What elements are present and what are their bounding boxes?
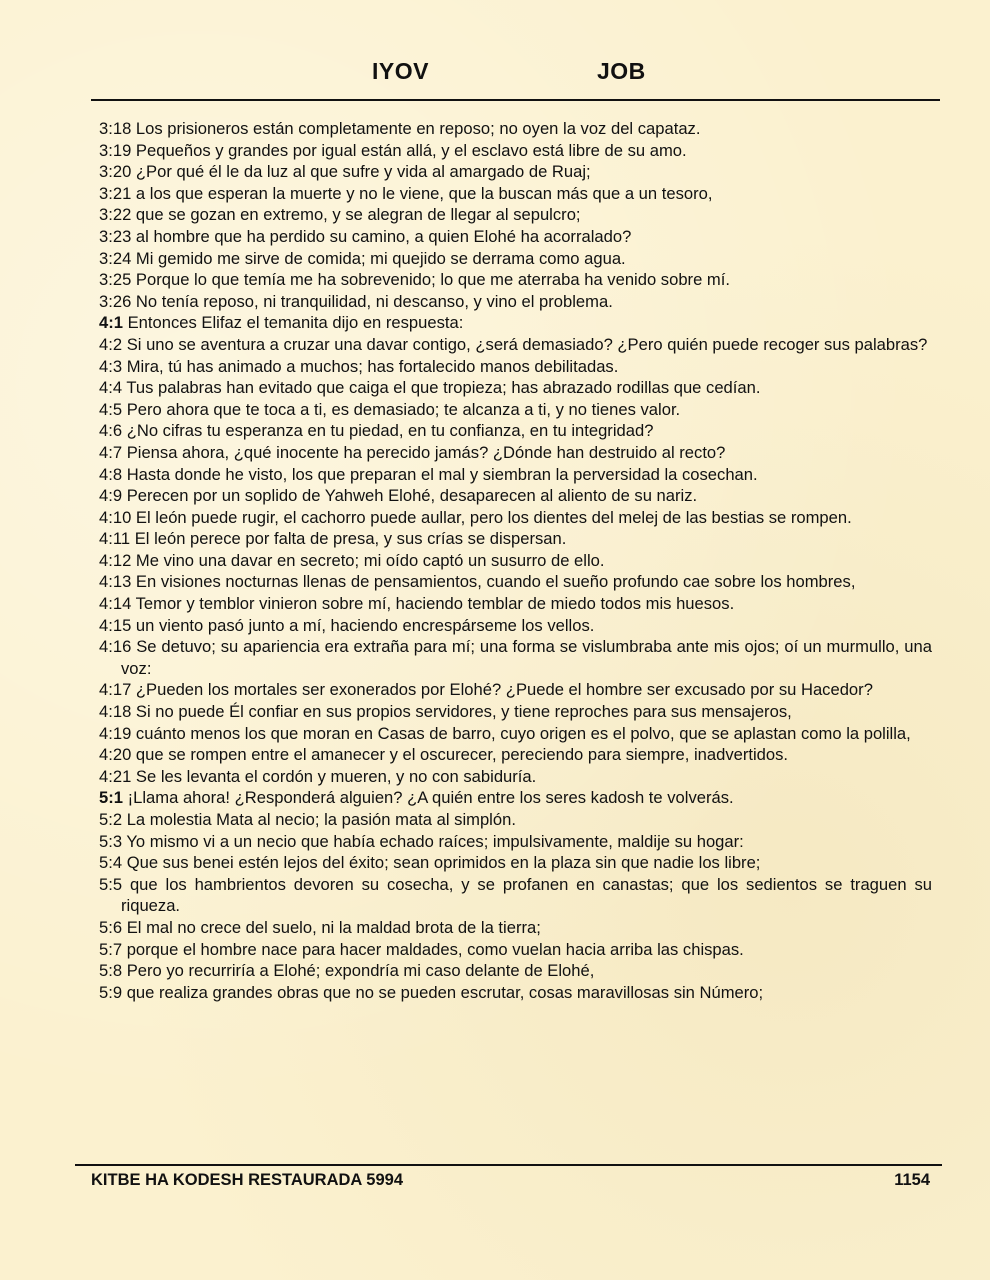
verse-reference: 5:5: [99, 874, 123, 894]
verse-item: [99, 183, 932, 205]
verse-text: que se gozan en extremo, y se alegran de llegar al sepulcro;: [135, 205, 581, 225]
header-divider: [91, 99, 940, 101]
verse-item: [99, 831, 932, 853]
verse-reference: 4:21: [99, 766, 132, 786]
verse-text: Tus palabras han evitado que caiga el que tropieza; has abrazado rodillas que cedían.: [126, 378, 761, 398]
verse-reference: 4:2: [99, 334, 123, 354]
verse-text: El mal no crece del suelo, ni la maldad brota de la tierra;: [126, 917, 541, 937]
verse-text: El león puede rugir, el cachorro puede aullar, pero los dientes del melej de las bestias se rompen.: [135, 507, 852, 527]
verse-text: Si uno se aventura a cruzar una davar contigo, ¿será demasiado? ¿Pero quién puede recoger sus palabras?: [126, 334, 928, 354]
verse-reference: 4:7: [99, 442, 123, 462]
verse-reference: 4:20: [99, 745, 132, 765]
verse-item: [99, 485, 932, 507]
verse-reference: 4:1: [99, 313, 123, 333]
verse-text: ¡Llama ahora! ¿Responderá alguien? ¿A quién entre los seres kadosh te volverás.: [127, 788, 734, 808]
verse-item: [99, 161, 932, 183]
verse-reference: 5:9: [99, 982, 123, 1002]
verse-text: Los prisioneros están completamente en reposo; no oyen la voz del capataz.: [135, 119, 701, 138]
verse-text: porque el hombre nace para hacer maldades, como vuelan hacia arriba las chispas.: [126, 939, 744, 959]
verse-item: [99, 442, 932, 464]
verse-item: [99, 248, 932, 270]
verse-list: [99, 118, 932, 1003]
verse-text: Mi gemido me sirve de comida; mi quejido se derrama como agua.: [135, 248, 626, 268]
verse-reference: 5:4: [99, 853, 123, 873]
verse-text: Se detuvo; su apariencia era extraña para mí; una forma se vislumbraba ante mis ojos; oí un murmullo, una voz:: [121, 637, 932, 678]
verse-item: [99, 593, 932, 615]
verse-reference: 3:26: [99, 291, 132, 311]
verse-reference: 4:11: [99, 529, 131, 549]
verse-item: [99, 701, 932, 723]
verse-reference: 3:21: [99, 183, 132, 203]
verse-text: ¿Por qué él le da luz al que sufre y vida al amargado de Ruaj;: [135, 162, 591, 182]
verse-reference: 5:3: [99, 831, 123, 851]
verse-text: Pequeños y grandes por igual están allá, y el esclavo está libre de su amo.: [135, 140, 687, 160]
verse-item: [99, 939, 932, 961]
verse-reference: 5:1: [99, 788, 123, 808]
footer-page-number: 1154: [894, 1171, 930, 1189]
verse-reference: 3:23: [99, 226, 132, 246]
verse-item: [99, 679, 932, 701]
verse-text: Entonces Elifaz el temanita dijo en respuesta:: [127, 313, 464, 333]
verse-item: [99, 982, 932, 1004]
verse-text: al hombre que ha perdido su camino, a quien Elohé ha acorralado?: [135, 226, 632, 246]
verse-text: un viento pasó junto a mí, haciendo encrespárseme los vellos.: [135, 615, 595, 635]
verse-text: Me vino una davar en secreto; mi oído captó un susurro de ello.: [135, 550, 605, 570]
verse-text: Mira, tú has animado a muchos; has fortalecido manos debilitadas.: [126, 356, 619, 376]
verse-item: [99, 550, 932, 572]
verse-text: El león perece por falta de presa, y sus crías se dispersan.: [134, 529, 567, 549]
verse-reference: 4:12: [99, 550, 132, 570]
verse-reference: 3:24: [99, 248, 132, 268]
verse-item: [99, 507, 932, 529]
verse-text: ¿Pueden los mortales ser exonerados por Elohé? ¿Puede el hombre ser excusado por su Hacedor?: [135, 680, 873, 700]
verse-text: En visiones nocturnas llenas de pensamientos, cuando el sueño profundo cae sobre los hombres,: [135, 572, 856, 592]
verse-item: [99, 140, 932, 162]
verse-item: [99, 399, 932, 421]
verse-reference: 3:20: [99, 162, 132, 182]
verse-text: La molestia Mata al necio; la pasión mata al simplón.: [126, 810, 516, 829]
verse-item: [99, 960, 932, 982]
verse-text: Pero ahora que te toca a ti, es demasiado; te alcanza a ti, y no tienes valor.: [126, 399, 681, 419]
verse-item: [99, 571, 932, 593]
verse-text: a los que esperan la muerte y no le viene, que la buscan más que a un tesoro,: [135, 183, 713, 203]
verse-item: [99, 420, 932, 442]
verse-text: No tenía reposo, ni tranquilidad, ni descanso, y vino el problema.: [135, 291, 613, 311]
verse-item: [99, 723, 932, 745]
verse-item: [99, 204, 932, 226]
verse-item: [99, 269, 932, 291]
footer-edition-title: KITBE HA KODESH RESTAURADA 5994: [91, 1171, 404, 1189]
verse-reference: 4:19: [99, 723, 132, 743]
page-header: [0, 58, 990, 92]
verse-text: que se rompen entre el amanecer y el oscurecer, pereciendo para siempre, inadvertidos.: [135, 745, 789, 765]
verse-reference: 3:19: [99, 140, 132, 160]
verse-item: [99, 528, 932, 550]
verse-reference: 4:13: [99, 572, 132, 592]
page-footer: [0, 1171, 990, 1195]
verse-item: [99, 312, 932, 334]
verse-text: Hasta donde he visto, los que preparan el mal y siembran la perversidad la cosechan.: [126, 464, 758, 484]
verse-text: Que sus benei estén lejos del éxito; sean oprimidos en la plaza sin que nadie los libre;: [126, 853, 761, 873]
verse-item: [99, 464, 932, 486]
verse-item: [99, 356, 932, 378]
header-book-title-english: JOB: [597, 58, 646, 84]
verse-text: Temor y temblor vinieron sobre mí, haciendo temblar de miedo todos mis huesos.: [135, 594, 735, 614]
verse-text: Se les levanta el cordón y mueren, y no con sabiduría.: [135, 766, 537, 786]
verse-reference: 3:22: [99, 205, 132, 225]
verse-text: Si no puede Él confiar en sus propios servidores, y tiene reproches para sus mensajeros,: [135, 702, 792, 722]
verse-reference: 4:9: [99, 486, 123, 506]
verse-text: ¿No cifras tu esperanza en tu piedad, en tu confianza, en tu integridad?: [126, 421, 654, 441]
verse-reference: 4:4: [99, 378, 123, 398]
header-book-title-hebrew: IYOV: [372, 58, 429, 84]
verse-reference: 3:18: [99, 119, 132, 138]
verse-text: Piensa ahora, ¿qué inocente ha perecido jamás? ¿Dónde han destruido al recto?: [126, 442, 726, 462]
verse-reference: 4:8: [99, 464, 123, 484]
verse-item: [99, 334, 932, 356]
verse-text: Yo mismo vi a un necio que había echado raíces; impulsivamente, maldije su hogar:: [126, 831, 744, 851]
verse-reference: 4:3: [99, 356, 123, 376]
footer-divider: [75, 1164, 942, 1166]
verse-reference: 4:14: [99, 594, 132, 614]
verse-reference: 4:17: [99, 680, 132, 700]
verse-text: cuánto menos los que moran en Casas de barro, cuyo origen es el polvo, que se aplastan como la polilla,: [135, 723, 911, 743]
verse-item: [99, 377, 932, 399]
verse-reference: 5:8: [99, 961, 123, 981]
verse-reference: 3:25: [99, 270, 132, 290]
verse-reference: 4:5: [99, 399, 123, 419]
verse-item: [99, 615, 932, 637]
verse-text: que realiza grandes obras que no se pueden escrutar, cosas maravillosas sin Número;: [126, 982, 764, 1002]
verse-reference: 4:18: [99, 702, 132, 722]
verse-item: [99, 118, 932, 140]
verse-item: [99, 766, 932, 788]
verse-reference: 5:6: [99, 917, 123, 937]
verse-reference: 4:16: [99, 637, 132, 657]
verse-reference: 5:7: [99, 939, 123, 959]
verse-item: [99, 917, 932, 939]
verse-item: [99, 874, 932, 917]
verse-reference: 4:6: [99, 421, 123, 441]
verse-item: [99, 744, 932, 766]
verse-text: Pero yo recurriría a Elohé; expondría mi caso delante de Elohé,: [126, 961, 595, 981]
verse-item: [99, 291, 932, 313]
verse-reference: 4:10: [99, 507, 132, 527]
verse-reference: 5:2: [99, 810, 123, 829]
verse-item: [99, 852, 932, 874]
verse-reference: 4:15: [99, 615, 132, 635]
verse-item: [99, 809, 932, 831]
verse-text: que los hambrientos devoren su cosecha, y se profanen en canastas; que los sedientos se traguen su riqueza.: [121, 874, 932, 916]
verse-text: Porque lo que temía me ha sobrevenido; lo que me aterraba ha venido sobre mí.: [135, 270, 730, 290]
verse-item: [99, 787, 932, 809]
verse-item: [99, 226, 932, 248]
verse-text: Perecen por un soplido de Yahweh Elohé, desaparecen al aliento de su nariz.: [126, 486, 698, 506]
verse-item: [99, 636, 932, 679]
